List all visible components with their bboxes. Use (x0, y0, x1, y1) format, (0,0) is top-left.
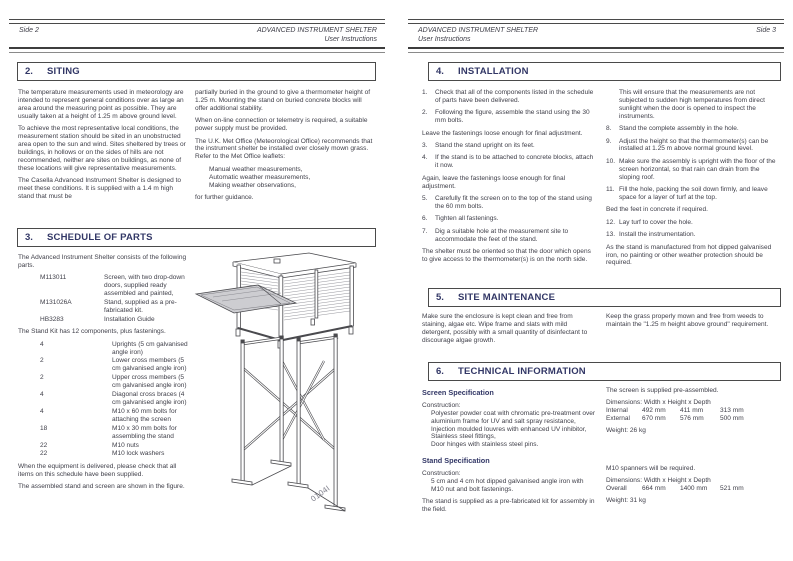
install-step (606, 125, 778, 133)
installation-column-1 (422, 89, 598, 268)
kit-row (18, 425, 190, 441)
dim-depth: 500 mm (720, 415, 744, 423)
siting-column-2 (195, 89, 376, 206)
step-text: Tighten all fastenings. (435, 215, 499, 223)
step-note: Leave the fastenings loose enough for final adjustment. (422, 129, 583, 137)
section-schedule-heading (17, 228, 376, 247)
figure-caption: 0104I (308, 483, 332, 504)
step-text: Install the instrumentation. (619, 231, 696, 239)
kit-qty: 18 (40, 424, 48, 432)
paragraph: To achieve the most representative local conditions, the measurement station should be sited in an unobstructed area open to the sun and wind. Sites sheltered by trees or buildings, in hollows or on the sides of hills are not recommended, neither are sites on buildings, as none of these locations will give representative measurements. (18, 125, 186, 172)
install-step (606, 231, 778, 239)
doc-title: ADVANCED INSTRUMENT SHELTER (418, 27, 539, 34)
kit-desc: Diagonal cross braces (4 cm galvanised angle iron) (112, 391, 187, 406)
step-note: The shelter must be oriented so that the door which opens to give access to the thermometer(s) is on the north side. (422, 248, 591, 263)
step-text: Fill the hole, packing the soil down firmly, and leave space for a layer of turf at the top. (619, 186, 768, 201)
step-number: 2. (422, 109, 428, 117)
section-number: 5. (436, 292, 444, 303)
kit-qty: 22 (40, 441, 48, 449)
step-text: Adjust the height so that the thermometer(s) can be installed at 1.25 m above normal ground level. (619, 137, 769, 153)
list-item: Making weather observations, (209, 181, 296, 189)
kit-qty: 4 (40, 391, 44, 399)
kit-row (18, 357, 190, 373)
dims-label: Dimensions: Width x Height x Depth (606, 477, 711, 485)
step-number: 1. (422, 89, 428, 96)
stand-drawing (232, 334, 345, 511)
dim-row (606, 485, 778, 493)
dim-depth: 313 mm (720, 407, 744, 415)
paragraph: The stand is supplied as a pre-fabricated kit for assembly in the field. (422, 498, 595, 514)
paragraph: The Casella Advanced Instrument Shelter is designed to meet these conditions. It is supplied with a 1.4 m high stand that must be (18, 177, 182, 200)
part-row (18, 274, 190, 298)
maintenance-column-2 (606, 313, 778, 333)
dim-name: External (606, 415, 631, 423)
section-title: SITE MAINTENANCE (458, 292, 556, 303)
step-note: Bed the feet in concrete if required. (606, 206, 708, 214)
step-number: 13. (606, 231, 616, 239)
dims-label: Dimensions: Width x Height x Depth (606, 399, 711, 407)
step-number: 4. (422, 154, 428, 162)
stand-spec-subhead: Stand Specification (422, 456, 490, 466)
list-item: Stainless steel fittings, (431, 433, 496, 441)
maintenance-column-1 (422, 313, 598, 349)
screen-weight: Weight: 26 kg (606, 427, 646, 435)
screen-construction-list (422, 410, 598, 450)
doc-subtitle: User Instructions (418, 35, 471, 43)
paragraph: When on-line connection or telemetry is required, a suitable power supply must be provided. (195, 117, 368, 133)
paragraph: Keep the grass properly mown and free from weeds to maintain the "1.25 m height above ground" requirement. (606, 313, 769, 328)
part-code: M131026A (40, 299, 72, 307)
step-text: If the stand is to be attached to concrete blocks, attach it now. (435, 154, 594, 170)
technical-column-2 (606, 387, 778, 510)
siting-column-1 (18, 89, 190, 205)
section-maintenance-heading (428, 288, 781, 307)
page-number-label: Side 2 (19, 27, 39, 34)
paragraph: The temperature measurements used in meteorology are intended to represent general conditions over as large an area around the measuring point as possible. They are usually taken at a height of 1.25 m above ground level. (18, 89, 184, 120)
kit-desc: Upper cross members (5 cm galvanised angle iron) (112, 374, 187, 390)
shelter-figure (188, 248, 380, 548)
dim-width: 670 mm (642, 415, 666, 423)
kit-desc: M10 nuts (112, 441, 139, 449)
page-side-2 (9, 0, 385, 561)
stand-weight: Weight: 31 kg (606, 497, 646, 505)
install-step (422, 195, 598, 211)
section-number: 3. (25, 232, 33, 243)
dim-width: 664 mm (642, 485, 666, 493)
paragraph: The screen is supplied pre-assembled. (606, 387, 719, 394)
section-title: SCHEDULE OF PARTS (47, 232, 153, 243)
stand-kit-list (18, 341, 190, 459)
dim-height: 1400 mm (680, 485, 708, 493)
step-text: Stand the stand upright on its feet. (435, 142, 535, 150)
stand-dimensions (606, 477, 778, 493)
list-item: Injection moulded louvres with enhanced UV inhibitor, (431, 425, 587, 433)
kit-desc: M10 lock washers (112, 450, 165, 458)
step-text: Carefully fit the screen on to the top of the stand using the 60 mm bolts. (435, 195, 592, 210)
dim-row (606, 407, 778, 415)
step-number: 3. (422, 142, 428, 150)
install-step (606, 158, 778, 182)
step-note: This will ensure that the measurements are not subjected to sudden high temperatures from direct sunlight when the door is opened to inspect the instruments. (619, 89, 765, 120)
step-text: Following the figure, assemble the stand using the 30 mm bolts. (435, 109, 590, 125)
kit-row (18, 442, 190, 450)
paragraph: As the stand is manufactured from hot dipped galvanised iron, no painting or other weather protection should be required. (606, 243, 772, 267)
dim-height: 411 mm (680, 407, 704, 415)
technical-column-1 (422, 387, 598, 519)
kit-desc: Lower cross members (5 cm galvanised angle iron) (112, 357, 187, 373)
paragraph: The Stand Kit has 12 components, plus fastenings. (18, 328, 166, 336)
part-code: M113011 (40, 274, 67, 282)
list-item: Door hinges with stainless steel pins. (431, 441, 539, 449)
construction-label: Construction: (422, 401, 461, 409)
shelter-drawing (188, 248, 380, 548)
step-number: 7. (422, 227, 428, 235)
schedule-column-1 (18, 254, 190, 496)
install-step (422, 215, 598, 223)
header-bottom-rule (9, 47, 385, 53)
parts-list (18, 274, 190, 323)
kit-qty: 2 (40, 374, 44, 382)
install-step (422, 228, 598, 244)
dim-height: 576 mm (680, 415, 704, 423)
section-title: INSTALLATION (458, 66, 529, 77)
part-code: HB3283 (40, 315, 64, 323)
dim-row (606, 415, 778, 423)
step-number: 12. (606, 218, 616, 226)
section-number: 4. (436, 66, 444, 77)
section-number: 2. (25, 66, 33, 77)
paragraph: M10 spanners will be required. (606, 465, 696, 473)
step-text: Check that all of the components listed in the schedule of parts have been delivered. (435, 89, 594, 104)
part-desc: Installation Guide (104, 315, 155, 323)
kit-row (18, 450, 190, 458)
step-text: Make sure the assembly is upright with the floor of the screen horizontal, so that rain can drain from the sloping roof. (619, 157, 776, 181)
kit-qty: 4 (40, 340, 44, 348)
kit-qty: 22 (40, 450, 48, 458)
met-office-leaflets-list (195, 166, 376, 190)
section-installation-heading (428, 62, 781, 81)
section-technical-heading (428, 362, 781, 381)
step-number: 9. (606, 137, 612, 145)
part-desc: Screen, with two drop-down doors, supplied ready assembled and painted, (104, 274, 185, 298)
list-item: Automatic weather measurements, (209, 173, 311, 181)
step-number: 5. (422, 195, 428, 203)
page-left-header (9, 19, 385, 53)
paragraph: When the equipment is delivered, please check that all items on this schedule have been supplied. (18, 462, 177, 478)
paragraph: for further guidance. (195, 193, 254, 201)
step-text: Dig a suitable hole at the measurement site to accommodate the feet of the stand. (435, 227, 569, 243)
header-bottom-rule (408, 47, 784, 53)
kit-row (18, 341, 190, 357)
section-title: TECHNICAL INFORMATION (458, 366, 586, 377)
paragraph: The U.K. Met Office (Meteorological Office) recommends that the instrument shelter be installed over closely mown grass. Refer to the Met Office leaflets: (195, 137, 373, 161)
step-text: Lay turf to cover the hole. (619, 218, 693, 226)
step-number: 6. (422, 215, 428, 223)
step-number: 10. (606, 157, 616, 165)
step-text: Stand the complete assembly in the hole. (619, 125, 739, 133)
section-siting-heading (17, 62, 376, 81)
installation-column-2 (606, 89, 778, 272)
step-number: 8. (606, 125, 612, 133)
part-desc: Stand, supplied as a pre-fabricated kit. (104, 299, 177, 314)
list-item: 5 cm and 4 cm hot dipped galvanised angle iron with M10 nut and bolt fastenings. (431, 478, 584, 493)
dim-name: Overall (606, 485, 627, 493)
paragraph: partially buried in the ground to give a thermometer height of 1.25 m. Mounting the stand on buried concrete blocks will offer additional stability. (195, 89, 371, 112)
screen-dimensions (606, 399, 778, 423)
install-step (606, 186, 778, 202)
kit-row (18, 374, 190, 390)
part-row (18, 299, 190, 315)
list-item: Polyester powder coat with chromatic pre-treatment over aluminium frame for UV and salt spray resistance, (431, 409, 596, 425)
step-number: 11. (606, 186, 615, 194)
page-right-header (408, 19, 784, 53)
construction-label: Construction: (422, 470, 461, 478)
dim-width: 492 mm (642, 407, 666, 415)
section-title: SITING (47, 66, 80, 77)
kit-qty: 2 (40, 357, 44, 365)
part-row (18, 316, 190, 324)
kit-desc: M10 x 30 mm bolts for assembling the stand (112, 424, 177, 440)
kit-qty: 4 (40, 407, 44, 415)
screen-spec-subhead: Screen Specification (422, 388, 494, 397)
doc-subtitle: User Instructions (324, 35, 377, 43)
install-step (422, 142, 598, 150)
kit-desc: Uprights (5 cm galvanised angle iron) (112, 340, 188, 356)
page-side-3 (408, 0, 784, 561)
install-step (606, 219, 778, 227)
kit-row (18, 391, 190, 407)
stand-construction-list (422, 478, 598, 494)
dim-name: Internal (606, 407, 628, 415)
install-step (422, 109, 598, 125)
install-step (606, 138, 778, 154)
list-item: Manual weather measurements, (209, 165, 303, 173)
doc-title: ADVANCED INSTRUMENT SHELTER (256, 27, 377, 34)
page-number-label: Side 3 (756, 27, 776, 34)
paragraph: The Advanced Instrument Shelter consists of the following parts. (18, 254, 187, 269)
dim-depth: 521 mm (720, 485, 744, 493)
install-step (422, 154, 598, 170)
screen-drawing (196, 253, 356, 348)
kit-row (18, 408, 190, 424)
install-step (422, 89, 598, 105)
step-note: Again, leave the fastenings loose enough for final adjustment. (422, 174, 566, 190)
section-number: 6. (436, 366, 444, 377)
kit-desc: M10 x 60 mm bolts for attaching the screen (112, 407, 177, 423)
paragraph: The assembled stand and screen are shown in the figure. (18, 483, 185, 491)
paragraph: Make sure the enclosure is kept clean and free from staining, algae etc. Wipe frame and slats with mild detergent, possibly with a small quantity of disinfectant to discourage algae growth. (422, 313, 588, 344)
